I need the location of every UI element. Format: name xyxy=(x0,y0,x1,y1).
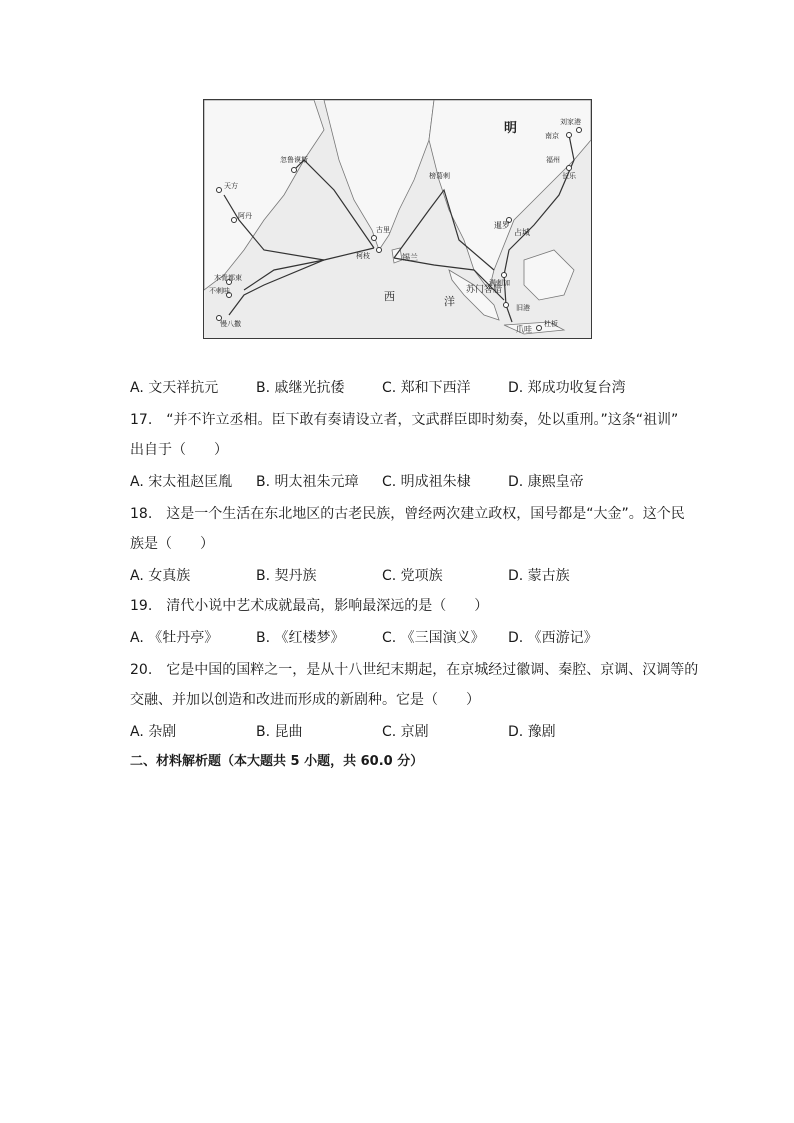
map-label-nanjing: 南京 xyxy=(545,132,559,140)
q20-option-c[interactable]: C. 京剧 xyxy=(382,724,429,740)
q18-number: 18. xyxy=(130,506,153,522)
map-label-manbasa: 慢八撒 xyxy=(220,320,241,328)
map-label-duban: 杜板 xyxy=(544,320,558,328)
map-label-mugudushu: 木骨都束 xyxy=(214,274,242,282)
map-srilanka-land xyxy=(392,248,402,263)
map-label-tianfang: 天方 xyxy=(224,182,238,190)
q20-text-1: 它是中国的国粹之一，是从十八世纪末期起，在京城经过徽调、秦腔、京调、汉调等的 xyxy=(166,662,699,678)
map-label-ocean: 洋 xyxy=(444,295,455,308)
map-label-bangela: 榜葛剌 xyxy=(429,172,450,180)
q18-text-1: 这是一个生活在东北地区的古老民族，曾经两次建立政权，国号都是“大金”。这个民 xyxy=(166,506,685,522)
dot-aden xyxy=(232,218,237,223)
dot-jiugang xyxy=(504,303,509,308)
map-label-changle: 长乐 xyxy=(562,172,576,180)
map-label-liujiagang: 刘家港 xyxy=(560,118,581,126)
q17-option-b[interactable]: B. 明太祖朱元璋 xyxy=(256,474,359,490)
q18-option-b[interactable]: B. 契丹族 xyxy=(256,568,317,584)
dot-hormuz xyxy=(292,168,297,173)
q18-option-d[interactable]: D. 蒙古族 xyxy=(508,568,570,584)
dot-kezhi xyxy=(377,248,382,253)
map-label-jiugang: 旧港 xyxy=(516,304,530,312)
map-label-awudan: 阿丹 xyxy=(238,212,252,220)
q16-option-c[interactable]: C. 郑和下西洋 xyxy=(382,380,471,396)
q20-option-b[interactable]: B. 昆曲 xyxy=(256,724,303,740)
q17-option-c[interactable]: C. 明成祖朱棣 xyxy=(382,474,471,490)
map-label-xilan: 锡兰 xyxy=(402,253,418,262)
q16-option-b[interactable]: B. 戚继光抗倭 xyxy=(256,380,345,396)
q20-option-d[interactable]: D. 豫剧 xyxy=(508,724,556,740)
dot-tianfang xyxy=(217,188,222,193)
dot-duban xyxy=(537,326,542,331)
q17-stem-line1 xyxy=(130,410,678,430)
q20-number: 20. xyxy=(130,662,153,678)
q20-stem-line2: 交融、并加以创造和改进而形成的新剧种。它是（ ） xyxy=(130,692,480,708)
q19-text-1: 清代小说中艺术成就最高，影响最深远的是（ ） xyxy=(166,598,489,614)
q19-option-b[interactable]: B. 《红楼梦》 xyxy=(256,630,345,646)
map-label-kezhi: 柯枝 xyxy=(356,252,370,260)
q16-option-a[interactable]: A. 文天祥抗元 xyxy=(130,380,219,396)
q17-text-1: “并不许立丞相。臣下敢有奏请设立者，文武群臣即时劾奏，处以重刑。”这条“祖训” xyxy=(166,412,679,428)
map-arabia-land xyxy=(204,100,324,290)
map-label-xianluo: 暹罗 xyxy=(494,221,510,230)
map-label-humusi: 忽鲁谟斯 xyxy=(280,156,308,164)
map-label-zhaowa: 爪哇 xyxy=(516,325,532,334)
q17-number: 17. xyxy=(130,412,153,428)
map-label-zhancheng: 占城 xyxy=(514,228,530,237)
q19-number: 19. xyxy=(130,598,153,614)
q18-option-c[interactable]: C. 党项族 xyxy=(382,568,443,584)
q20-stem-line1 xyxy=(130,660,698,680)
zheng-he-voyage-map xyxy=(203,99,592,339)
dot-calicut xyxy=(372,236,377,241)
q19-option-d[interactable]: D. 《西游记》 xyxy=(508,630,598,646)
q19-stem-line1 xyxy=(130,596,488,616)
q18-stem-line2: 族是（ ） xyxy=(130,536,214,552)
map-label-ming: 明 xyxy=(504,121,518,136)
map-label-manlajia: 满剌加 xyxy=(489,279,510,287)
q18-stem-line1 xyxy=(130,504,685,524)
map-label-guli: 古里 xyxy=(376,226,390,234)
dot-changle xyxy=(567,166,572,171)
q16-option-d[interactable]: D. 郑成功收复台湾 xyxy=(508,380,626,396)
q19-option-a[interactable]: A. 《牡丹亭》 xyxy=(130,630,219,646)
map-label-fuzhou: 福州 xyxy=(546,156,560,164)
map-svg xyxy=(204,100,591,338)
section-2-heading: 二、材料解析题（本大题共 5 小题，共 60.0 分） xyxy=(130,754,424,769)
map-borneo-land xyxy=(524,250,574,300)
map-label-west: 西 xyxy=(384,290,395,303)
dot-liujiagang xyxy=(577,128,582,133)
dot-malacca xyxy=(502,273,507,278)
dot-nanjing xyxy=(567,133,572,138)
q18-option-a[interactable]: A. 女真族 xyxy=(130,568,191,584)
q20-option-a[interactable]: A. 杂剧 xyxy=(130,724,177,740)
map-label-bulawa: 不剌哇 xyxy=(209,287,230,295)
q17-option-a[interactable]: A. 宋太祖赵匡胤 xyxy=(130,474,233,490)
route-calicut-mombasa xyxy=(229,248,374,315)
map-label-sumendala: 苏门答腊 xyxy=(466,285,503,295)
q17-stem-line2: 出自于（ ） xyxy=(130,442,228,458)
q17-option-d[interactable]: D. 康熙皇帝 xyxy=(508,474,584,490)
q19-option-c[interactable]: C. 《三国演义》 xyxy=(382,630,485,646)
